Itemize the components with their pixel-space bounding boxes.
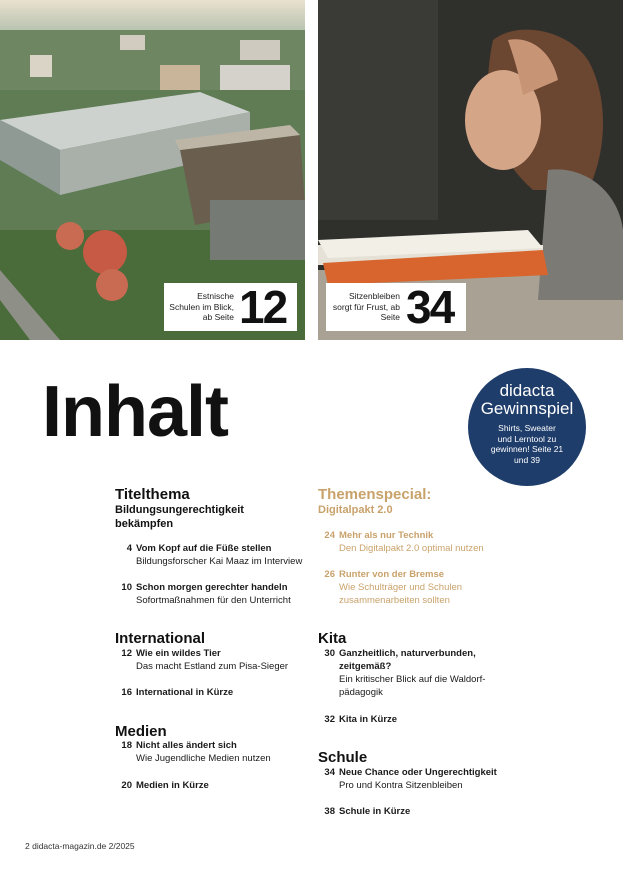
- section-international: [115, 630, 205, 647]
- toc-entry-title: Wie ein wildes Tier: [136, 648, 221, 659]
- section-medien: [115, 723, 167, 740]
- section-themenspecial: [318, 486, 518, 517]
- caption-page-left: 12: [239, 281, 287, 333]
- toc-page-number: 4: [126, 543, 132, 554]
- toc-page-number: 16: [121, 687, 132, 698]
- toc-entry-title: Neue Chance oder Ungerechtigkeit: [339, 767, 497, 778]
- toc-page-number: 12: [121, 648, 132, 659]
- section-heading: Kita: [318, 630, 347, 647]
- toc-entry-title: Kita in Kürze: [339, 714, 398, 725]
- toc-entry-title: International in Kürze: [136, 687, 234, 698]
- toc-entry-desc: Bildungsforscher Kai Maaz im Interview: [136, 556, 303, 567]
- toc-page-number: 32: [324, 714, 335, 725]
- section-heading: International: [115, 630, 206, 647]
- gewinnspiel-badge[interactable]: [468, 368, 586, 486]
- page-footer: 2 didacta-magazin.de 2/2025: [25, 841, 135, 851]
- toc-page-number: 34: [324, 767, 335, 778]
- badge-line-2: Gewinnspiel: [480, 399, 574, 418]
- caption-box-left: [164, 283, 297, 331]
- toc-page-number: 20: [121, 780, 132, 791]
- toc-page-number: 30: [324, 648, 335, 659]
- section-titelthema: [115, 486, 305, 531]
- toc-entry-title: Schule in Kürze: [339, 806, 411, 817]
- caption-page-right: 34: [406, 281, 454, 333]
- toc-entry-title: Nicht alles ändert sich: [136, 740, 237, 751]
- page-title: Inhalt: [42, 372, 228, 452]
- toc-page-number: 38: [324, 806, 335, 817]
- caption-text-left: Estnische Schulen im Blick, ab Seite: [169, 291, 234, 323]
- section-heading: Themenspecial:: [318, 486, 432, 503]
- toc-entry-title: Mehr als nur Technik: [339, 530, 434, 541]
- section-heading: Medien: [115, 723, 167, 740]
- toc-page-number: 26: [324, 569, 335, 580]
- section-schule: [318, 749, 367, 766]
- toc-entry-title: Runter von der Bremse: [339, 569, 445, 580]
- toc-entry-title: Schon morgen gerechter handeln: [136, 582, 288, 593]
- toc-entry-desc: Pro und Kontra Sitzenbleiben: [339, 780, 463, 791]
- section-subheading: Bildungsungerechtigkeit bekämpfen: [115, 504, 244, 530]
- toc-page-number: 24: [324, 530, 335, 541]
- section-heading: Schule: [318, 749, 368, 766]
- toc-entry-desc: Wie Jugendliche Medien nutzen: [136, 753, 271, 764]
- toc-entry-desc: Den Digitalpakt 2.0 optimal nutzen: [339, 543, 484, 554]
- caption-box-right: [326, 283, 466, 331]
- toc-entry-title: Ganzheitlich, naturverbunden, zeitgemäß?: [339, 648, 476, 672]
- section-subheading: Digitalpakt 2.0: [318, 504, 393, 516]
- badge-line-1: didacta: [499, 381, 555, 400]
- section-kita: [318, 630, 346, 647]
- toc-page-number: 18: [121, 740, 132, 751]
- badge-text: Shirts, Sweater und Lerntool zu gewinnen! Seite 21 und 39: [490, 423, 564, 465]
- toc-entry-desc: Das macht Estland zum Pisa-Sieger: [136, 661, 289, 672]
- toc-entry-title: Medien in Kürze: [136, 780, 209, 791]
- toc-page-number: 10: [121, 582, 132, 593]
- toc-entry-title: Vom Kopf auf die Füße stellen: [136, 543, 272, 554]
- toc-entry-desc: Ein kritischer Blick auf die Waldorf-pädagogik: [339, 674, 486, 698]
- caption-text-right: Sitzenbleiben sorgt für Frust, ab Seite: [332, 291, 400, 323]
- section-heading: Titelthema: [115, 486, 190, 503]
- toc-entry-desc: Sofortmaßnahmen für den Unterricht: [136, 595, 291, 606]
- toc-entry-desc: Wie Schulträger und Schulen zusammenarbeiten sollten: [339, 582, 463, 606]
